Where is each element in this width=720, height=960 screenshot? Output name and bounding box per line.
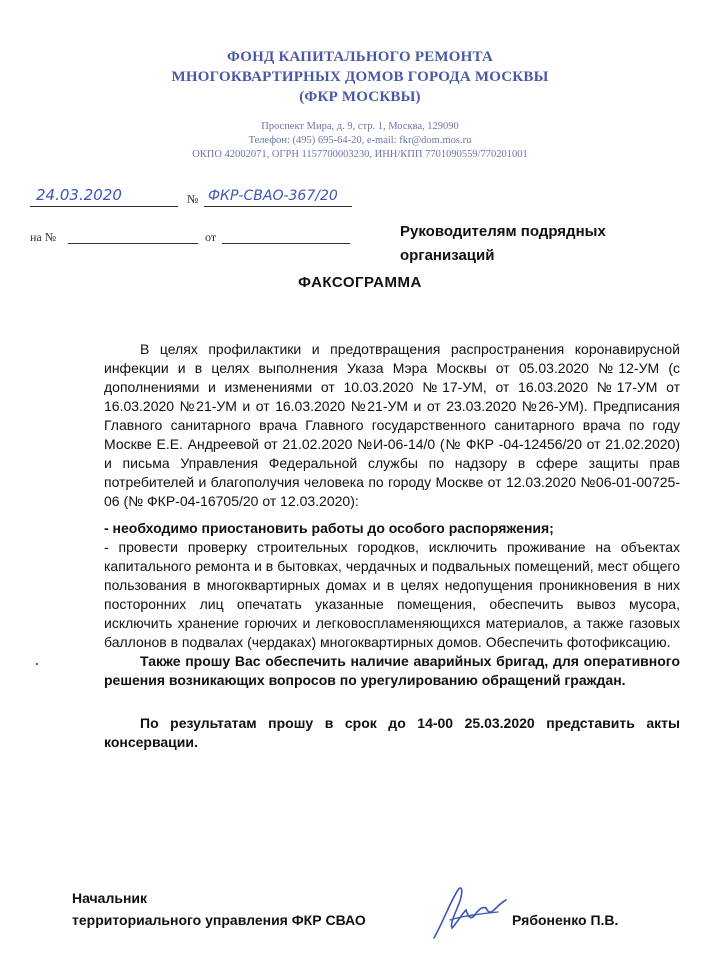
body-bullet-2: - провести проверку строительных городков, исключить проживание на объектах капитального ремонта и в бытовках, чердачных и подвальных помещений, мест общего пользования в многоквартирных домах и в целях недопущения проникновения в них посторонних лиц опечатать указанные помещения, обеспечить вывоз мусора, исключить хранение горючих и легковоспламеняющихся материалов, а также газовых баллонов в подвалах (чердаках) многоквартирных домов. Обеспечить фотофиксацию.: [104, 539, 680, 650]
body-paragraph-2: Также прошу Вас обеспечить наличие аварийных бригад, для оперативного решения возникающих вопросов по урегулированию обращений граждан.: [104, 653, 680, 688]
org-name-line2: МНОГОКВАРТИРНЫХ ДОМОВ ГОРОДА МОСКВЫ: [171, 69, 549, 85]
document-body: [104, 340, 680, 752]
body-paragraph-1: В целях профилактики и предотвращения распространения коронавирусной инфекции и в целях выполнения Указа Мэра Москвы от 05.03.2020 №12-УМ (с дополнениями и изменениями от 10.03.2020 №17-УМ, от 16.03.2020 №17-УМ от 16.03.2020 №21-УМ и от 16.03.2020 №21-УМ и от 23.03.2020 №26-УМ). Предписания Главного санитарного врача Главного государственного санитарного врача по году Москве Е.Е. Андреевой от 21.02.2020 №И-06-14/0 (№ ФКР -04-12456/20 от 21.02.2020) и письма Управления Федеральной службы по надзору в сфере защиты прав потребителей и благополучия человека по городу Москве от 12.03.2020 №06-01-00725-06 (№ ФКР-04-16705/20 от 12.03.2020):: [104, 341, 680, 509]
body-bullet-1: - необходимо приостановить работы до особого распоряжения;: [104, 520, 554, 536]
registration-date: 24.03.2020: [36, 186, 122, 204]
from-label: от: [205, 230, 217, 244]
from-underline: [222, 243, 350, 244]
registration-number: ФКР-СВАО-367/20: [208, 188, 338, 204]
document-title: ФАКСОГРАММА: [298, 274, 422, 291]
org-name-line1: ФОНД КАПИТАЛЬНОГО РЕМОНТА: [227, 49, 493, 65]
org-name-line3: (ФКР МОСКВЫ): [299, 89, 421, 105]
org-codes: ОКПО 42002071, ОГРН 1157700003230, ИНН/КПП 7701090559/770201001: [192, 149, 528, 160]
date-underline: [30, 206, 178, 207]
signatory-position-line2: территориального управления ФКР СВАО: [72, 912, 366, 928]
reference-label: на №: [30, 230, 57, 244]
scan-speck: [36, 663, 38, 665]
signatory-name: Рябоненко П.В.: [512, 912, 619, 928]
number-underline: [204, 206, 352, 207]
org-address: Проспект Мира, д. 9, стр. 1, Москва, 129090: [261, 121, 459, 132]
reference-underline: [68, 243, 198, 244]
handwritten-signature: [428, 880, 508, 946]
org-phone-email: Телефон: (495) 695-64-20, e-mail: fkr@dom.mos.ru: [248, 135, 472, 146]
signatory-position-line1: Начальник: [72, 890, 148, 906]
number-label: №: [187, 192, 199, 206]
addressee: Руководителям подрядных организаций: [400, 223, 606, 264]
body-paragraph-3: По результатам прошу в срок до 14-00 25.03.2020 представить акты консервации.: [104, 715, 680, 750]
